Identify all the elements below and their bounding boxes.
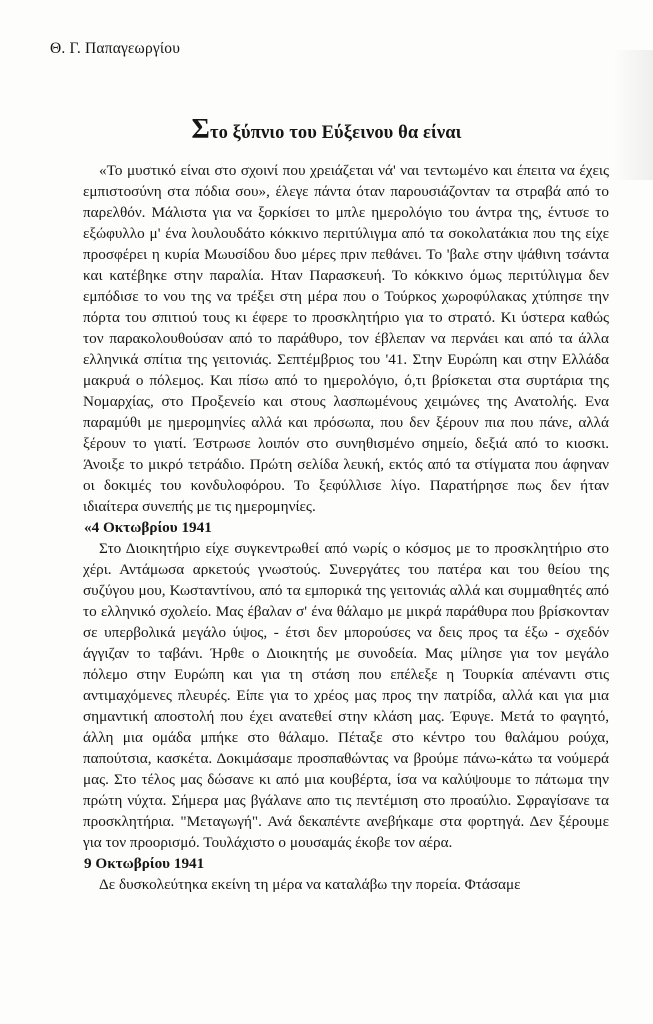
- paragraph: «Το μυστικό είναι στο σχοινί που χρειάζεται νά' ναι τεντωμένο και έπειτα να έχεις εμπιστοσύνη στα πόδια σου», έλεγε πάντα όταν παρουσιάζονταν τα στραβά από το παρελθόν. Μάλιστα για να ξορκίσει το μπλε ημερολόγιο του άντρα της, έντυσε το εξώφυλλο μ' ένα λουλουδάτο κόκκινο περιτύλιγμα από τα σοκολατάκια που της είχε προσφέρει η κυρία Μωυσίδου δυο μέρες πριν πεθάνει. Το 'βαλε στην ψάθινη τσάντα και κατέβηκε στην παραλία. Ηταν Παρασκευή. Το κόκκινο όμως περιτύλιγμα δεν εμπόδισε το νου της να τρέξει στη μέρα που ο Τούρκος χωροφύλακας χτύπησε την πόρτα του σπιτιού τους κι έφερε το προσκλητήριο για το στρατό. Κι ύστερα καθώς τον παρακολουθούσαν από το παράθυρο, τον έβλεπαν να περνάει και από τα άλλα ελληνικά σπίτια της γειτονιάς. Σεπτέμβριος του '41. Στην Ευρώπη και στην Ελλάδα μακρυά ο πόλεμος. Και πίσω από το ημερολόγιο, ό,τι βρίσκεται στα συρτάρια της Νομαρχίας, στο Προξενείο και στους λασπωμένους χειμώνες της Ανατολής. Ενα παραμύθι με ημερομηνίες αλλά και πρόσωπα, που δεν ξέρουν πια που πάνε, αλλά ξέρουν το γιατί. Έστρωσε λοιπόν στο συνηθισμένο σημείο, δεξιά από το κιοσκι. Άνοιξε το μικρό τετράδιο. Πρώτη σελίδα λευκή, εκτός από τα στίγματα που άφηναν οι δοκιμές του κονδυλοφόρου. Το ξεφύλλισε λίγο. Παρατήρησε πως δεν ήταν ιδιαίτερα συνεπής με τις ημερομηνίες.: [83, 162, 609, 515]
- diary-date: «4 Οκτωβρίου 1941: [84, 519, 212, 536]
- diary-date: 9 Οκτωβρίου 1941: [84, 855, 205, 872]
- facing-page-bleed: [613, 50, 653, 180]
- diary-entry: Στο Διοικητήριο είχε συγκεντρωθεί από νωρίς ο κόσμος με το προσκλητήριο στο χέρι. Αντάμωσα αρκετούς γνωστούς. Συνεργάτες του πατέρα και του θείου της συζύγου μου, Κωσταντίνου, από τα εμπορικά της γειτονιάς αλλά και συμμαθητές από το ελληνικό σχολείο. Μας έβαλαν σ' ένα θάλαμο με μικρά παράθυρα που βρίσκονταν σε υπερβολικά μεγάλο ύψος, - έτσι δεν μπορούσες να δεις προς τα έξω - σχεδόν άγγιζαν το ταβάνι. Ήρθε ο Διοικητής με συνοδεία. Μας μίλησε για τον μεγάλο πόλεμο στην Ευρώπη και για τη στάση που επέλεξε η Τουρκία απέναντι στις αντιμαχόμενες πλευρές. Είπε για το χρέος μας προς την πατρίδα, αλλά και για μια σημαντική αποστολή που έχει ανατεθεί στην κλάση μας. Έφυγε. Μετά το φαγητό, άλλη μια ομάδα μπήκε στο θάλαμο. Πέταξε στο κέντρο του θαλάμου ρούχα, παπούτσια, κασκέτα. Δοκιμάσαμε προσπαθώντας να βρούμε πάνω-κάτω τα νούμερά μας. Στο τέλος μας δώσανε κι από μια κουβέρτα, ίσα να καλύψουμε το πάτωμα την πρώτη νύχτα. Σήμερα μας βγάλανε απο τις πεντέμιση στο προαύλιο. Σφραγίσανε τα προσκλητήρια. "Μεταγωγή". Ανά δεκαπέντε ανεβήκαμε στα φορτηγά. Δεν ξέρουμε για τον προορισμό. Τουλάχιστο ο μουσαμάς έκοβε τον αέρα.: [83, 540, 609, 851]
- body-text: [83, 160, 609, 895]
- title-initial: Σ: [191, 114, 210, 145]
- title-rest: το ξύπνιο του Εύξεινου θα είναι: [209, 123, 462, 143]
- diary-entry: Δε δυσκολεύτηκα εκείνη τη μέρα να καταλάβω την πορεία. Φτάσαμε: [99, 876, 521, 893]
- chapter-title: [0, 116, 653, 144]
- running-head: Θ. Γ. Παπαγεωργίου: [50, 40, 181, 57]
